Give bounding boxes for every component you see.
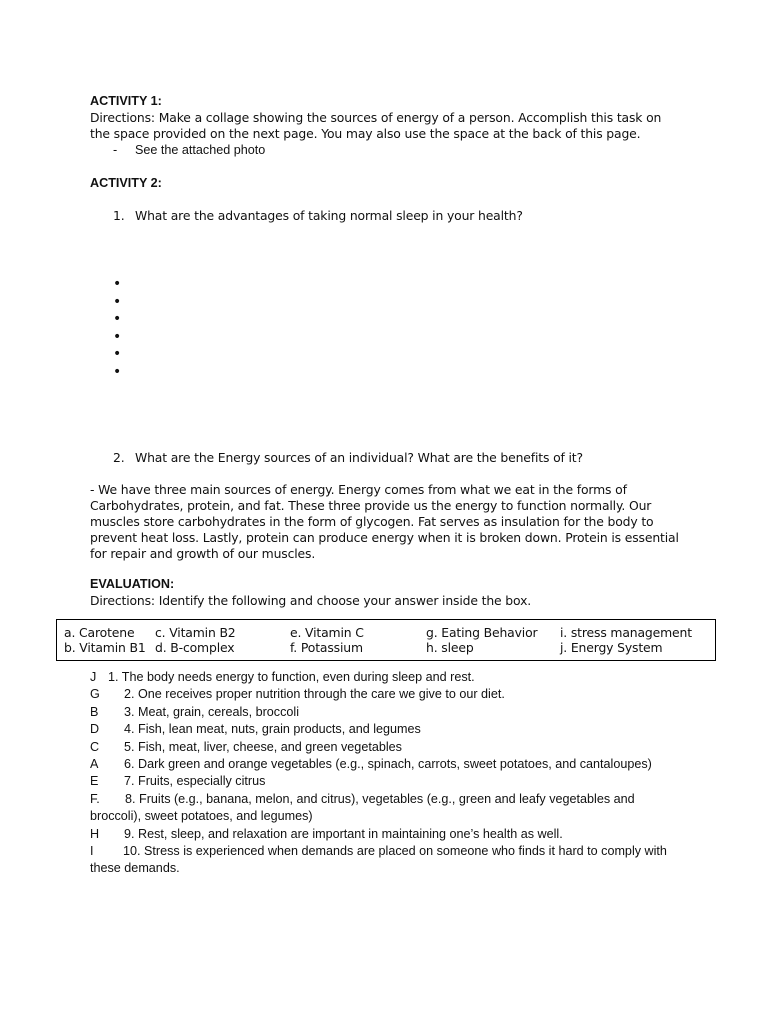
activity1-directions-line1: Directions: Make a collage showing the sources of energy of a person. Accomplish this task on bbox=[90, 110, 662, 125]
choice-e: e. Vitamin C bbox=[290, 625, 364, 640]
answer-text: 7. Fruits, especially citrus bbox=[124, 774, 266, 789]
question-2-number: 2. bbox=[113, 450, 125, 465]
choice-c: c. Vitamin B2 bbox=[155, 625, 236, 640]
answer-letter: E bbox=[90, 774, 99, 789]
activity2-heading: ACTIVITY 2: bbox=[90, 176, 162, 190]
choice-g: g. Eating Behavior bbox=[426, 625, 538, 640]
answer-text: broccoli), sweet potatoes, and legumes) bbox=[90, 809, 313, 824]
evaluation-heading: EVALUATION: bbox=[90, 577, 175, 591]
answer-letter: J bbox=[90, 670, 97, 684]
dash-marker: - bbox=[113, 143, 118, 157]
choice-b: b. Vitamin B1 bbox=[64, 640, 146, 655]
activity1-heading: ACTIVITY 1: bbox=[90, 94, 162, 108]
choice-d: d. B-complex bbox=[155, 640, 235, 655]
choices-box bbox=[56, 619, 716, 661]
answer-letter: C bbox=[90, 739, 100, 754]
activity1-dash-item bbox=[113, 143, 265, 157]
answer-text: 5. Fish, meat, liver, cheese, and green vegetables bbox=[124, 739, 402, 754]
question-2 bbox=[113, 450, 583, 465]
evaluation-directions: Directions: Identify the following and choose your answer inside the box. bbox=[90, 593, 532, 608]
answer-text: 2. One receives proper nutrition through the care we give to our diet. bbox=[124, 687, 505, 702]
answer-letter: D bbox=[90, 722, 100, 737]
empty-bullet: • bbox=[113, 293, 122, 310]
answer-line: muscles store carbohydrates in the form of glycogen. Fat serves as insulation for the body to bbox=[90, 514, 654, 529]
choice-h: h. sleep bbox=[426, 640, 474, 655]
choice-a: a. Carotene bbox=[64, 625, 135, 640]
answer-line: prevent heat loss. Lastly, protein can produce energy when it is broken down. Protein is essential bbox=[90, 530, 679, 545]
answer-line: - We have three main sources of energy. Energy comes from what we eat in the forms of bbox=[90, 482, 627, 497]
answer-letter: F. bbox=[90, 791, 100, 806]
empty-bullet-list bbox=[113, 276, 121, 382]
empty-bullet: • bbox=[113, 346, 122, 363]
answer-letter: H bbox=[90, 826, 100, 841]
question-1-number: 1. bbox=[113, 208, 125, 223]
question-1 bbox=[113, 208, 523, 223]
answer-text: these demands. bbox=[90, 861, 180, 876]
question-2-text: What are the Energy sources of an individual? What are the benefits of it? bbox=[135, 450, 583, 465]
answer-letter: I bbox=[90, 844, 94, 858]
empty-bullet: • bbox=[113, 276, 122, 292]
answer-line: Carbohydrates, protein, and fat. These three provide us the energy to function normally. Our bbox=[90, 498, 652, 513]
answer-text: 8. Fruits (e.g., banana, melon, and citrus), vegetables (e.g., green and leafy vegetables and bbox=[125, 791, 635, 806]
question-1-text: What are the advantages of taking normal sleep in your health? bbox=[135, 208, 523, 223]
answer-letter: G bbox=[90, 687, 100, 702]
answer-text: 10. Stress is experienced when demands are placed on someone who finds it hard to comply with bbox=[123, 844, 667, 858]
answer-text: 6. Dark green and orange vegetables (e.g., spinach, carrots, sweet potatoes, and cantaloupes) bbox=[124, 757, 652, 771]
choice-j: j. Energy System bbox=[560, 640, 663, 655]
answer-text: 3. Meat, grain, cereals, broccoli bbox=[124, 704, 299, 719]
answer-text: 4. Fish, lean meat, nuts, grain products, and legumes bbox=[124, 722, 421, 737]
empty-bullet: • bbox=[113, 311, 122, 328]
dash-item-text: See the attached photo bbox=[135, 143, 266, 157]
choice-i: i. stress management bbox=[560, 625, 692, 640]
answer-letter: B bbox=[90, 704, 99, 719]
empty-bullet: • bbox=[113, 363, 122, 380]
choice-f: f. Potassium bbox=[290, 640, 363, 655]
answer-letter: A bbox=[90, 757, 99, 771]
empty-bullet: • bbox=[113, 328, 122, 345]
activity1-directions-line2: the space provided on the next page. You may also use the space at the back of this page. bbox=[90, 126, 641, 141]
answer-text: 9. Rest, sleep, and relaxation are important in maintaining one’s health as well. bbox=[124, 826, 563, 841]
answer-text: 1. The body needs energy to function, even during sleep and rest. bbox=[108, 670, 475, 684]
answer-line: for repair and growth of our muscles. bbox=[90, 546, 316, 561]
